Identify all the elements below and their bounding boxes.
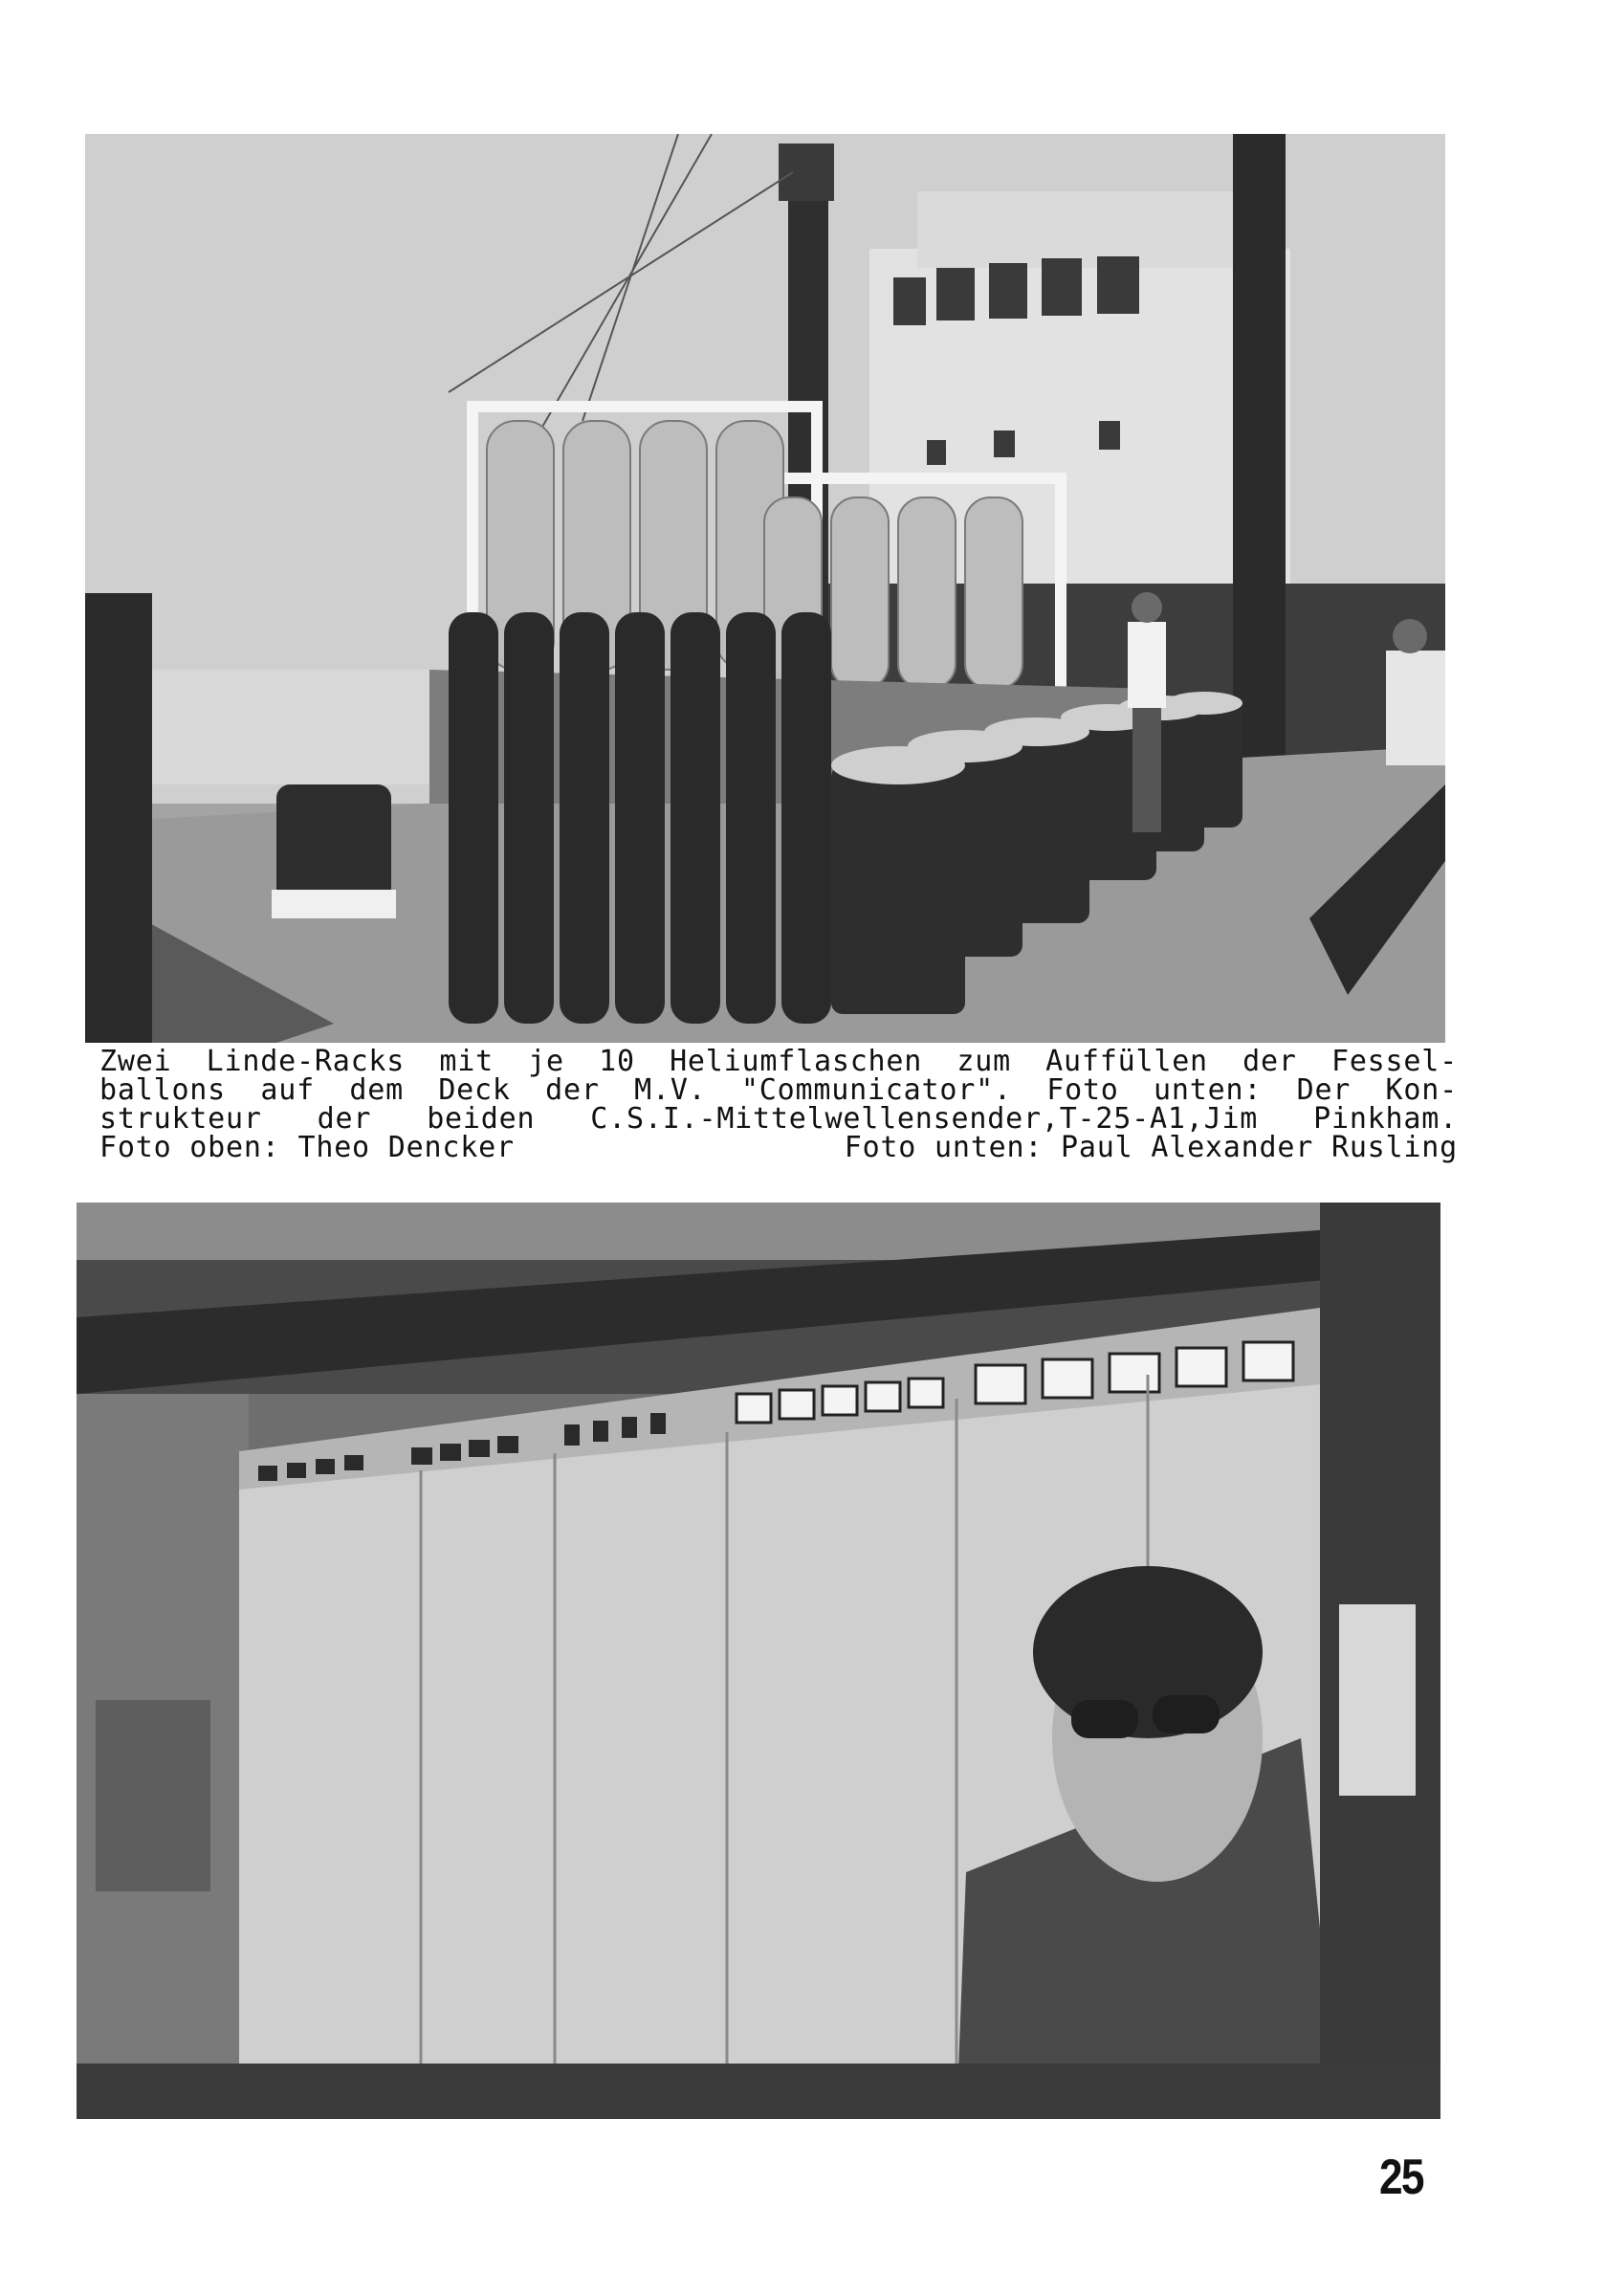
caption-line-1: Zwei Linde-Racks mit je 10 Heliumflaschen zum Auffüllen der Fessel-: [99, 1045, 1458, 1078]
credit-top-photo: Foto oben: Theo Dencker: [99, 1131, 515, 1164]
photo-caption: [99, 1045, 1458, 1164]
photo-credits: [99, 1131, 1458, 1164]
credit-bottom-photo: Foto unten: Paul Alexander Rusling: [844, 1131, 1458, 1164]
caption-line-3: strukteur der beiden C.S.I.-Mittelwellensender,T-25-A1,Jim Pinkham.: [99, 1102, 1458, 1136]
page-number: 25: [1379, 2150, 1423, 2205]
deck-scene-illustration: [85, 134, 1445, 1043]
transmitter-scene-illustration: [77, 1203, 1440, 2119]
photo-transmitter-room: [77, 1203, 1440, 2119]
photo-helium-racks: [85, 134, 1445, 1043]
caption-line-2: ballons auf dem Deck der M.V. "Communicator". Foto unten: Der Kon-: [99, 1073, 1458, 1107]
